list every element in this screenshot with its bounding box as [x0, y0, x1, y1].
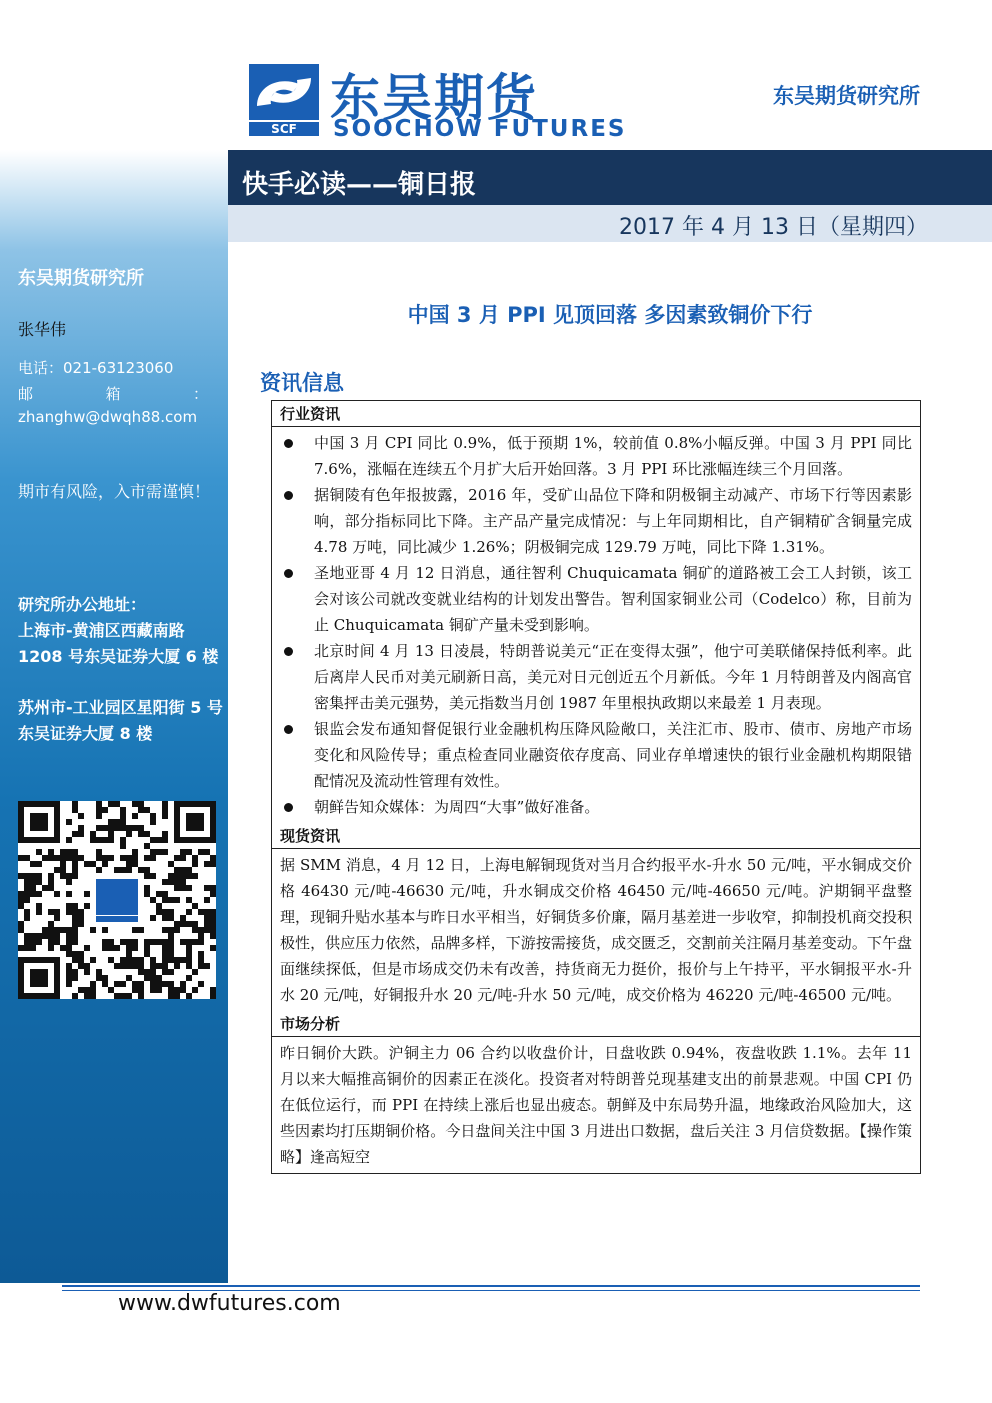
office-address-shanghai: 研究所办公地址： 上海市-黄浦区西藏南路 1208 号东吴证券大厦 6 楼: [18, 595, 219, 666]
news-table: [271, 400, 921, 1174]
analyst-name: 张华伟: [18, 320, 67, 339]
market-analysis-body: 昨日铜价大跌。沪铜主力 06 合约以收盘价计，日盘收跌 0.94%，夜盘收跌 1.1%。去年 11 月以来大幅推高铜价的因素正在淡化。投资者对特朗普兑现基建支出的前景悲观。中国 CPI 仍在低位运行，而 PPI 在持续上涨后也显出疲态。朝鲜及中东局势升温，地缘政治风险加大，这些因素均打压期铜价格。今日盘间关注中国 3 月进出口数据，盘后关注 3 月信贷数据。【操作策略】逢高短空: [272, 1037, 921, 1174]
report-title: 快手必读——铜日报: [242, 170, 477, 200]
industry-news-header: 行业资讯: [272, 401, 921, 427]
brand-name-cn: 东吴期货: [330, 69, 538, 127]
sidebar-title: 东吴期货研究所: [18, 268, 144, 289]
bullet-icon: [284, 439, 293, 448]
section-heading: 资讯信息: [260, 371, 344, 395]
institute-name: 东吴期货研究所: [773, 84, 920, 108]
logo-text: SCF: [271, 122, 297, 136]
report-date: 2017 年 4 月 13 日（星期四）: [619, 215, 928, 240]
title-banner: [228, 150, 992, 205]
email-label: 邮 箱 ：: [18, 385, 208, 403]
date-bar: [228, 205, 992, 242]
left-sidebar: [0, 0, 228, 1283]
qr-code: [18, 801, 216, 999]
headline: 中国 3 月 PPI 见顶回落 多因素致铜价下行: [407, 303, 813, 327]
bullet-icon: [284, 569, 293, 578]
logo-icon: [249, 64, 319, 136]
footer-divider: [62, 1285, 920, 1287]
industry-news-body: [272, 427, 921, 824]
brand-name-en: SOOCHOW FUTURES: [333, 116, 627, 142]
bullet-icon: [284, 725, 293, 734]
bullet-icon: [284, 647, 293, 656]
bullet-icon: [284, 803, 293, 812]
list-item: 朝鲜告知众媒体：为周四“大事”做好准备。: [280, 794, 912, 820]
footer-website-link[interactable]: www.dwfutures.com: [118, 1291, 341, 1316]
spot-news-body: 据 SMM 消息，4 月 12 日，上海电解铜现货对当月合约报平水-升水 50 元/吨，平水铜成交价格 46430 元/吨-46630 元/吨，升水铜成交价格 46450 元/吨-46650 元/吨。沪期铜平盘整理，现铜升贴水基本与昨日水平相当，好铜货多价廉，隔月基差进一步收窄，抑制投机商交投积极性，供应压力依然，品牌多样，下游按需接货，成交匮乏，交割前关注隔月基差变动。下午盘面继续探低，但是市场成交仍未有改善，持货商无力挺价，报价与上午持平，平水铜报平水-升水 20 元/吨，好铜报升水 20 元/吨-升水 50 元/吨，成交价格为 46220 元/吨-46500 元/吨。: [272, 849, 921, 1012]
list-item: 中国 3 月 CPI 同比 0.9%，低于预期 1%，较前值 0.8%小幅反弹。中国 3 月 PPI 同比 7.6%，涨幅在连续五个月扩大后开始回落。3 月 PPI 环比涨幅连续三个月回落。: [280, 430, 912, 482]
market-analysis-header: 市场分析: [272, 1011, 921, 1037]
list-item: 据铜陵有色年报披露，2016 年，受矿山品位下降和阴极铜主动减产、市场下行等因素影响，部分指标同比下降。主产品产量完成情况：与上年同期相比，自产铜精矿含铜量完成 4.78 万吨，同比减少 1.26%；阴极铜完成 129.79 万吨，同比下降 1.31%。: [280, 482, 912, 560]
office-address-suzhou: 苏州市-工业园区星阳街 5 号东吴证券大厦 8 楼: [18, 698, 223, 743]
list-item: 圣地亚哥 4 月 12 日消息，通往智利 Chuquicamata 铜矿的道路被工会工人封锁，该工会对该公司就改变就业结构的计划发出警告。智利国家铜业公司（Codelco）称，目前为止 Chuquicamata 铜矿产量未受到影响。: [280, 560, 912, 638]
spot-news-header: 现货资讯: [272, 823, 921, 849]
list-item: 银监会发布通知督促银行业金融机构压降风险敞口，关注汇市、股市、债市、房地产市场变化和风险传导；重点检查同业融资依存度高、同业存单增速快的银行业金融机构期限错配情况及流动性管理有效性。: [280, 716, 912, 794]
bullet-icon: [284, 491, 293, 500]
phone-number: 电话：021-63123060: [18, 359, 174, 377]
list-item: 北京时间 4 月 13 日凌晨，特朗普说美元“正在变得太强”，他宁可美联储保持低利率。此后离岸人民币对美元刷新日高，美元对日元创近五个月新低。今年 1 月特朗普及内阁高官密集抨击美元强势，美元指数当月创 1987 年里根执政期以来最差 1 月表现。: [280, 638, 912, 716]
risk-notice: 期市有风险，入市需谨慎！: [18, 482, 211, 501]
email-address[interactable]: zhanghw@dwqh88.com: [18, 408, 198, 426]
